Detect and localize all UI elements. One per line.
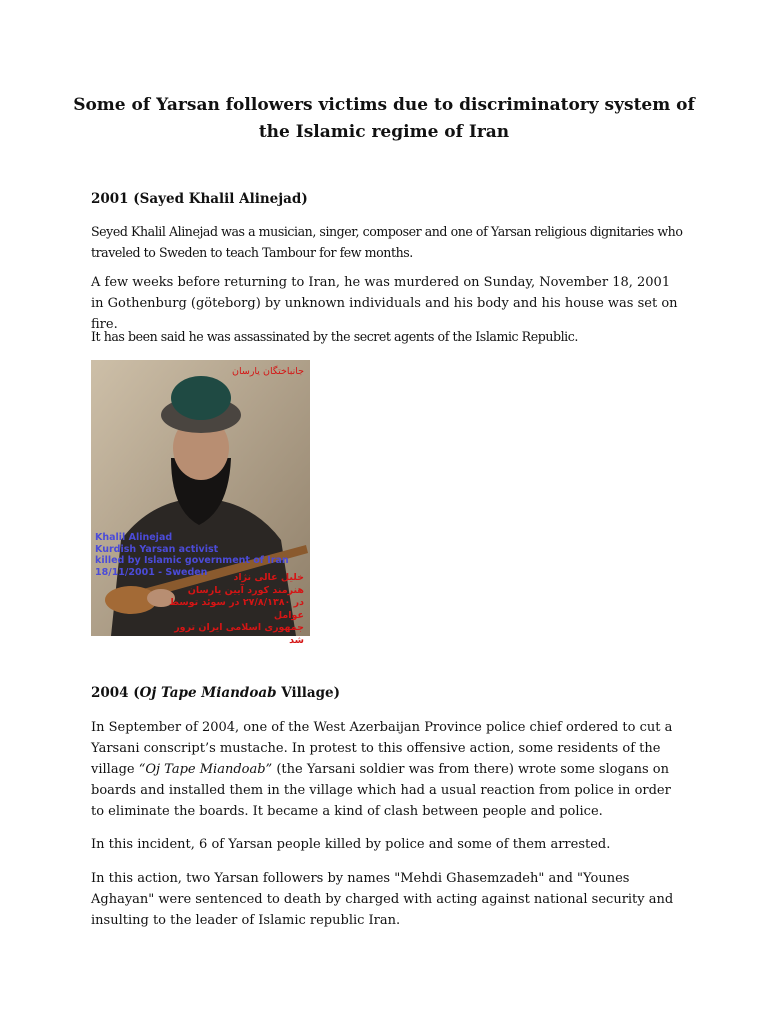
title-line-1: Some of Yarsan followers victims due to discriminatory system of	[73, 95, 695, 115]
section-2004-paragraph-1-part-a: In September of 2004, one of the West Azerbaijan Province police chief ordered to cut a Yarsani conscript’s mustache. In protest to this offensive action, some residents of the village	[91, 720, 673, 777]
section-2004-paragraph-1-part-b: (the Yarsani soldier was from there) wrote some slogans on boards and installed them in the village which had a usual reaction from police in order to eliminate the boards. It became a kind of clash between people and police.	[91, 762, 671, 819]
section-2001-paragraph-1: Seyed Khalil Alinejad was a musician, singer, composer and one of Yarsan religious dignitaries who traveled to Sweden to teach Tambour for few months.	[91, 224, 683, 260]
section-2004-heading-village: Oj Tape Miandoab	[139, 685, 277, 701]
section-2004-paragraph-1	[91, 717, 683, 822]
photo-persian-caption	[164, 572, 304, 647]
photo-persian-line: جمهوری اسلامی ایران ترور شد	[174, 622, 304, 646]
photo-english-line: Khalil Alinejad	[95, 532, 173, 543]
photo-english-line: Kurdish Yarsan activist	[95, 543, 219, 555]
photo-persian-line: هنرمند کورد آیین یارسان	[187, 584, 304, 596]
section-2004-paragraph-3: In this action, two Yarsan followers by names "Mehdi Ghasemzadeh" and "Younes Aghayan" were sentenced to death by charged with acting against national security and insulting to the leader of Islamic republic Iran.	[91, 871, 674, 928]
portrait-photo	[91, 360, 310, 646]
section-2004-heading	[91, 683, 691, 703]
section-2004-heading-prefix: 2004 (	[91, 685, 140, 701]
photo-top-caption: جانباختگان یارسان	[231, 366, 304, 377]
photo-persian-line: در ۲۷/۸/۱۳۸۰ در سوئد توسط عوامل	[169, 597, 304, 621]
photo-english-line: killed by Islamic government of Iran	[95, 555, 289, 566]
title-line-2: the Islamic regime of Iran	[258, 122, 510, 142]
village-name-quote: “Oj Tape Miandoab”	[138, 762, 273, 777]
document-title	[60, 92, 708, 146]
photo-english-line: 18/11/2001 - Sweden	[95, 566, 208, 578]
photo-persian-line: خلیل عالی نژاد	[233, 572, 304, 583]
section-2004-heading-suffix: Village)	[276, 685, 341, 701]
section-2001-heading: 2001 (Sayed Khalil Alinejad)	[91, 191, 308, 207]
section-2001-paragraph-3: It has been said he was assassinated by the secret agents of the Islamic Republic.	[91, 329, 578, 344]
section-2004-paragraph-2: In this incident, 6 of Yarsan people killed by police and some of them arrested.	[91, 837, 611, 852]
section-2001-paragraph-2: A few weeks before returning to Iran, he was murdered on Sunday, November 18, 2001 in Gothenburg (göteborg) by unknown individuals and his body and his house was set on fire.	[91, 275, 678, 332]
